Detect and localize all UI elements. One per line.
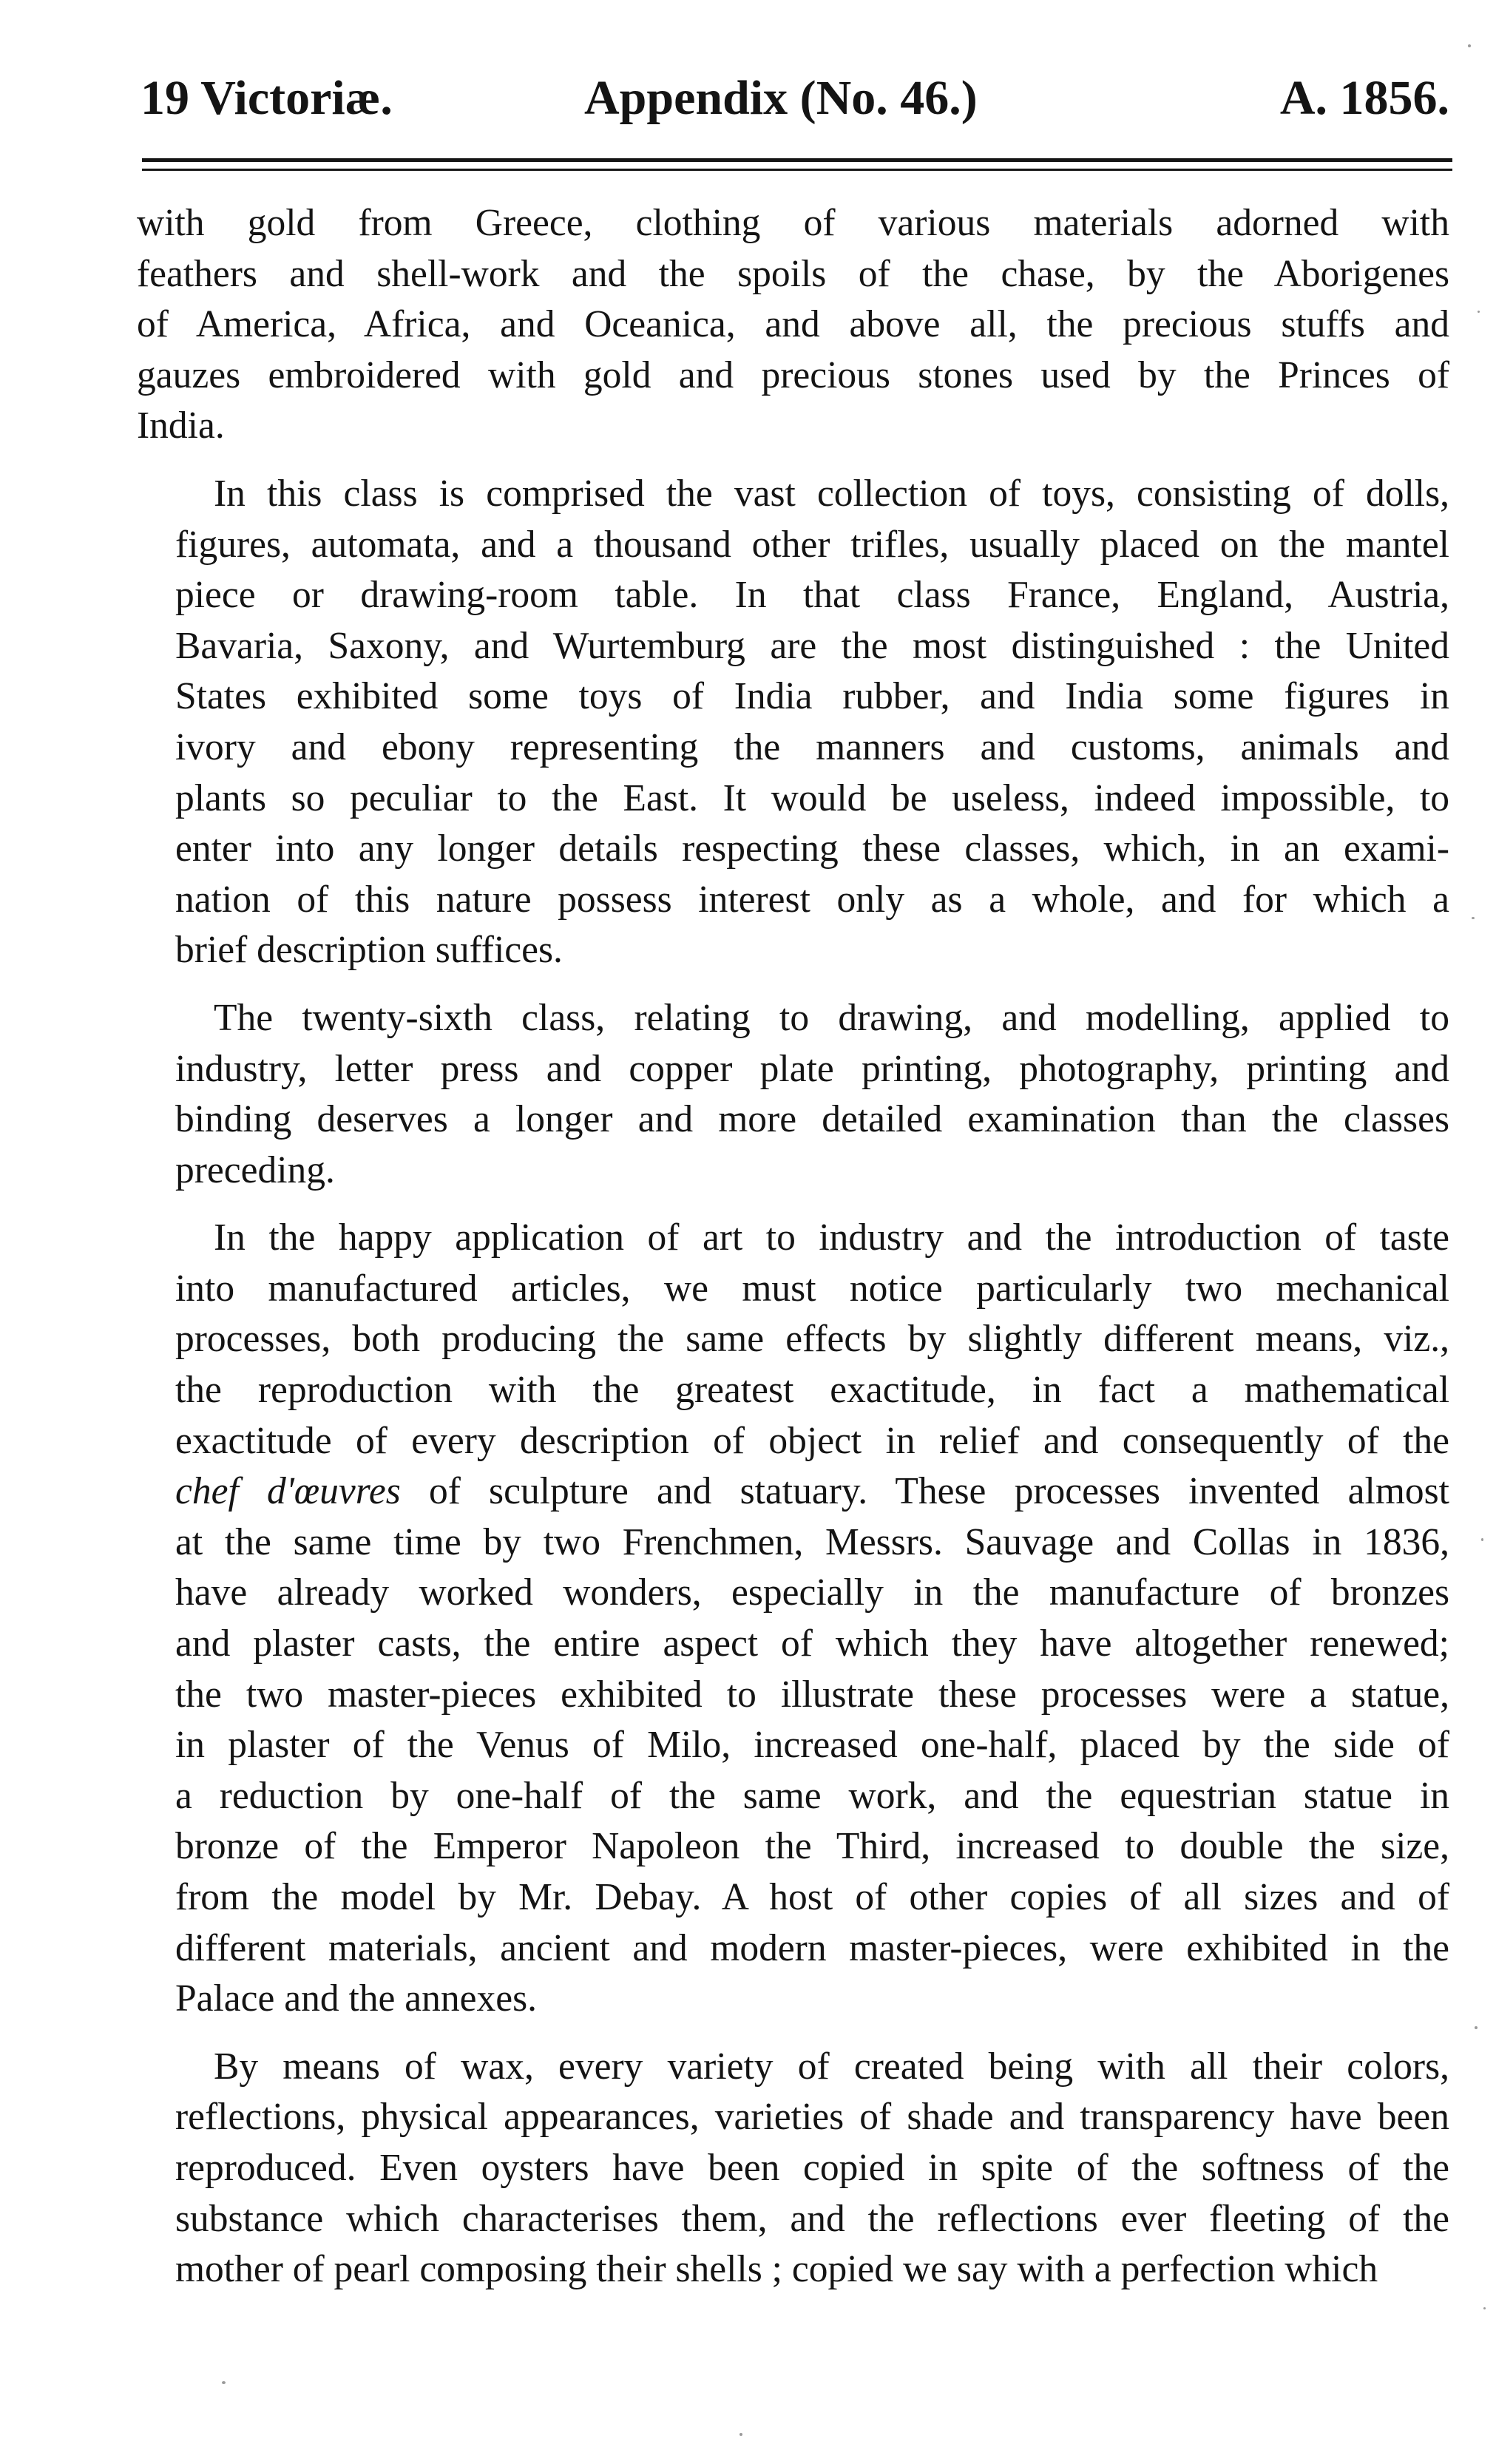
text-line: reflections, physical appearances, varieties of shade and transparency have been — [175, 2096, 1449, 2139]
text-line: Palace and the annexes. — [175, 1977, 538, 2020]
text-line: nation of this nature possess interest only as a whole, and for which a — [175, 878, 1449, 921]
text-line: ivory and ebony representing the manners and customs, animals and — [175, 725, 1449, 768]
text-line: with gold from Greece, clothing of various materials adorned with — [137, 202, 1449, 244]
text-line: figures, automata, and a thousand other trifles, usually placed on the mantel — [175, 523, 1449, 566]
paragraph-p3 — [137, 993, 1449, 1196]
text-line: bronze of the Emperor Napoleon the Third, increased to double the size, — [175, 1825, 1449, 1868]
text-line: have already worked wonders, especially in the manufacture of bronzes — [175, 1571, 1449, 1614]
text-line: a reduction by one-half of the same work, and the equestrian statue in — [175, 1774, 1449, 1817]
text-line: preceding. — [175, 1148, 335, 1191]
text-line: industry, letter press and copper plate printing, photography, printing and — [175, 1047, 1449, 1090]
text-line: into manufactured articles, we must notice particularly two mechanical — [175, 1267, 1449, 1310]
scan-speck — [1475, 2026, 1478, 2029]
text-line: from the model by Mr. Debay. A host of other copies of all sizes and of — [175, 1876, 1449, 1918]
text-line: In the happy application of art to industry and the introduction of taste — [214, 1216, 1449, 1259]
body-text — [137, 198, 1449, 2295]
text-line: The twenty-sixth class, relating to drawing, and modelling, applied to — [214, 996, 1449, 1039]
text-line: and plaster casts, the entire aspect of which they have altogether renewed; — [175, 1622, 1449, 1665]
text-line: of America, Africa, and Oceanica, and above all, the precious stuffs and — [137, 303, 1449, 346]
text-line: plants so peculiar to the East. It would be useless, indeed impossible, to — [175, 776, 1449, 819]
scan-speck — [1481, 1538, 1483, 1541]
paragraph-p2 — [137, 469, 1449, 976]
text-line: different materials, ancient and modern master-pieces, were exhibited in the — [175, 1926, 1449, 1969]
scan-speck — [1478, 311, 1480, 313]
text-line: feathers and shell-work and the spoils of the chase, by the Aborigenes — [137, 252, 1449, 295]
italic-phrase: chef d'œuvres — [175, 1470, 401, 1513]
text-line: the reproduction with the greatest exactitude, in fact a mathematical — [175, 1369, 1449, 1412]
scan-speck — [1483, 2307, 1486, 2309]
text-line: processes, both producing the same effects by slightly different means, viz., — [175, 1318, 1449, 1361]
header-right: A. 1856. — [1279, 71, 1449, 125]
text-line: India. — [137, 405, 225, 447]
header-rule-thick — [142, 158, 1452, 162]
text-line: enter into any longer details respecting these classes, which, in an exami- — [175, 827, 1449, 870]
text-line: brief description suffices. — [175, 929, 563, 972]
text-line: at the same time by two Frenchmen, Messrs. Sauvage and Collas in 1836, — [175, 1520, 1449, 1563]
text-line: piece or drawing-room table. In that class France, England, Austria, — [175, 574, 1449, 617]
header-left: 19 Victoriæ. — [141, 71, 393, 125]
text-line: exactitude of every description of object in relief and consequently of the — [175, 1419, 1449, 1462]
text-line: substance which characterises them, and the reflections ever fleeting of the — [175, 2197, 1449, 2240]
scan-speck — [739, 2433, 742, 2436]
scan-speck — [1468, 44, 1471, 47]
scan-speck — [222, 2381, 226, 2384]
text-line: the two master-pieces exhibited to illustrate these processes were a statue, — [175, 1673, 1449, 1716]
text-line: reproduced. Even oysters have been copied in spite of the softness of the — [175, 2146, 1449, 2189]
header-center: Appendix (No. 46.) — [584, 71, 978, 125]
text-line: in plaster of the Venus of Milo, increased one-half, placed by the side of — [175, 1724, 1449, 1767]
text-line: In this class is comprised the vast collection of toys, consisting of dolls, — [214, 472, 1449, 515]
text-line: binding deserves a longer and more detailed examination than the classes — [175, 1098, 1449, 1141]
header-rule-thin — [142, 169, 1452, 171]
text-line: chef d'œuvres of sculpture and statuary. These processes invented almost — [175, 1470, 1449, 1513]
text-line: Bavaria, Saxony, and Wurtemburg are the most distinguished : the United — [175, 624, 1449, 667]
running-head — [141, 58, 1449, 139]
text-line: mother of pearl composing their shells ; copied we say with a perfection which — [175, 2248, 1378, 2291]
text-line: gauzes embroidered with gold and precious stones used by the Princes of — [137, 353, 1449, 396]
text-line: By means of wax, every variety of created being with all their colors, — [214, 2045, 1449, 2088]
paragraph-p1 — [137, 198, 1449, 452]
paragraph-p4 — [137, 1213, 1449, 2025]
paragraph-p5 — [137, 2042, 1449, 2295]
scan-speck — [1472, 917, 1475, 919]
text-line: States exhibited some toys of India rubber, and India some figures in — [175, 675, 1449, 718]
